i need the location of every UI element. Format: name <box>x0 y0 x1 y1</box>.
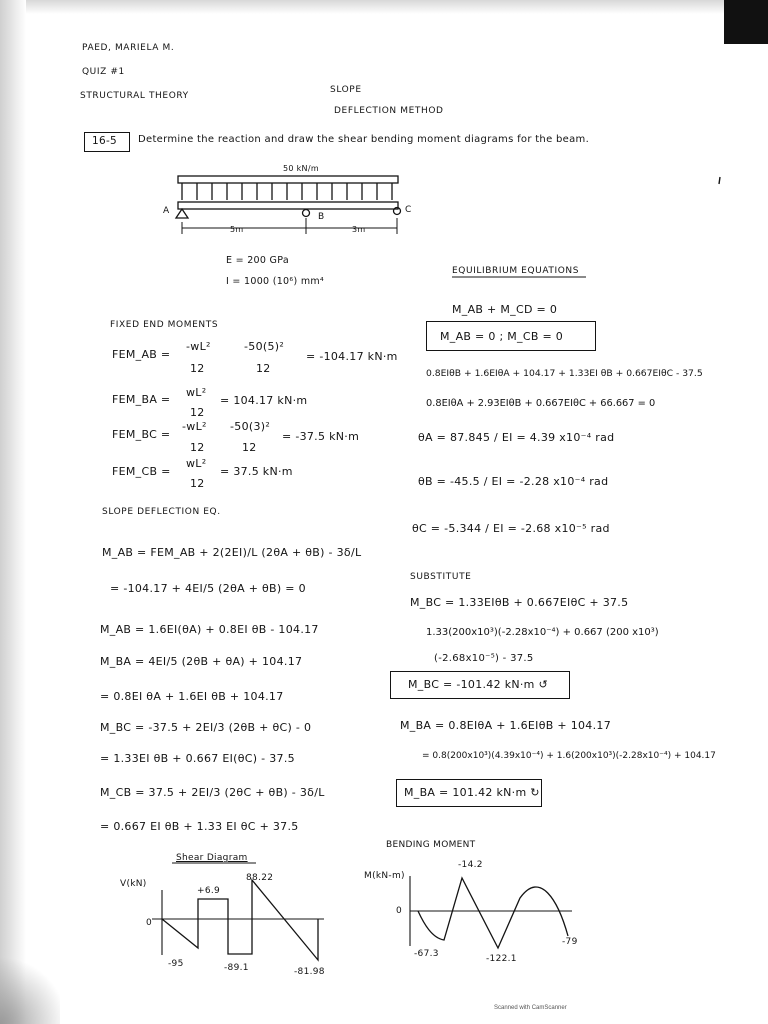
span-bc-label: 3m <box>352 225 366 234</box>
moment-label-peak: -14.2 <box>458 860 483 870</box>
substitute-2: 1.33(200x10³)(-2.28x10⁻⁴) + 0.667 (200 x10³) <box>426 627 659 638</box>
load-label: 50 kN/m <box>283 164 319 173</box>
mbc-result: M_BC = -101.42 kN·m ↺ <box>408 678 549 691</box>
quiz-number: QUIZ #1 <box>82 67 125 77</box>
method-title-2: DEFLECTION METHOD <box>334 106 444 116</box>
moment-label-a: -67.3 <box>414 949 439 959</box>
slope-eq-2: = -104.17 + 4EI/5 (2θA + θB) = 0 <box>110 582 306 595</box>
slope-eq-9: = 0.667 EI θB + 1.33 EI θC + 37.5 <box>100 820 299 833</box>
moment-title: BENDING MOMENT <box>386 840 476 850</box>
substitute-4: M_BA = 0.8EIθA + 1.6EIθB + 104.17 <box>400 719 611 732</box>
slope-eq-5: = 0.8EI θA + 1.6EI θB + 104.17 <box>100 690 284 703</box>
fem-cb-lhs: FEM_CB = <box>112 465 171 478</box>
fem-ba-result: = 104.17 kN·m <box>220 394 308 407</box>
moment-axis-label: M(kN-m) <box>364 871 405 881</box>
shear-curve <box>162 880 318 960</box>
scanner-watermark: Scanned with CamScanner <box>494 1005 567 1011</box>
shear-label-b-left: +6.9 <box>197 886 221 896</box>
student-name: PAED, MARIELA M. <box>82 43 175 53</box>
support-b <box>303 210 310 217</box>
support-a <box>176 209 188 218</box>
slope-eq-8: M_CB = 37.5 + 2EI/3 (2θC + θB) - 3δ/L <box>100 786 325 799</box>
fem-bc-lhs: FEM_BC = <box>112 428 171 441</box>
support-b-label: B <box>318 212 325 222</box>
support-c-label: C <box>405 205 412 215</box>
fem-bc-f1-num: -wL² <box>182 420 207 433</box>
mba-result: M_BA = 101.42 kN·m ↻ <box>404 786 540 799</box>
theta-a: θA = 87.845 / EI = 4.39 x10⁻⁴ rad <box>418 431 615 444</box>
problem-number: 16-5 <box>92 135 118 147</box>
shear-label-peak: 88.22 <box>246 873 274 883</box>
equilibrium-title: EQUILIBRIUM EQUATIONS <box>452 266 580 276</box>
shear-title: Shear Diagram <box>176 853 248 863</box>
substitute-5: = 0.8(200x10³)(4.39x10⁻⁴) + 1.6(200x10³)(-2.28x10⁻⁴) + 104.17 <box>422 751 716 761</box>
shear-label-c: -81.98 <box>294 967 325 977</box>
moment-of-inertia: I = 1000 (10⁶) mm⁴ <box>226 276 325 287</box>
elastic-modulus: E = 200 GPa <box>226 255 289 266</box>
fem-bc-f2-den: 12 <box>242 441 257 454</box>
moment-label-c: -79 <box>562 937 578 947</box>
substitute-3: (-2.68x10⁻⁵) - 37.5 <box>434 653 534 664</box>
fem-ab-result: = -104.17 kN·m <box>306 350 398 363</box>
fem-ba-f1-den: 12 <box>190 406 205 419</box>
moment-zero-label: 0 <box>396 906 403 916</box>
shear-label-b-right: -89.1 <box>224 963 249 973</box>
equilibrium-3: 0.8EIθA + 2.93EIθB + 0.667EIθC + 66.667 = 0 <box>426 398 656 409</box>
fem-ba-lhs: FEM_BA = <box>112 393 171 406</box>
beam-member <box>178 202 398 209</box>
slope-eq-6: M_BC = -37.5 + 2EI/3 (2θB + θC) - 0 <box>100 721 312 734</box>
shear-zero-label: 0 <box>146 918 153 928</box>
theta-b: θB = -45.5 / EI = -2.28 x10⁻⁴ rad <box>418 475 609 488</box>
substitute-title: SUBSTITUTE <box>410 572 472 582</box>
theta-c: θC = -5.344 / EI = -2.68 x10⁻⁵ rad <box>412 522 610 535</box>
fem-ab-f1-den: 12 <box>190 362 205 375</box>
slope-eq-1: M_AB = FEM_AB + 2(2EI)/L (2θA + θB) - 3δ/L <box>102 546 362 559</box>
method-title-1: SLOPE <box>330 85 362 95</box>
slope-eq-4: M_BA = 4EI/5 (2θB + θA) + 104.17 <box>100 655 303 668</box>
fem-ab-f2-den: 12 <box>256 362 271 375</box>
moment-curve <box>418 878 568 948</box>
moment-label-b: -122.1 <box>486 954 517 964</box>
slope-eq-7: = 1.33EI θB + 0.667 EI(θC) - 37.5 <box>100 752 295 765</box>
span-ab-label: 5m <box>230 225 244 234</box>
fem-cb-f1-num: wL² <box>186 457 207 470</box>
equilibrium-2: 0.8EIθB + 1.6EIθA + 104.17 + 1.33EI θB + 0.667EIθC - 37.5 <box>426 368 703 379</box>
slope-eq-3: M_AB = 1.6EI(θA) + 0.8EI θB - 104.17 <box>100 623 319 636</box>
equilibrium-boxed: M_AB = 0 ; M_CB = 0 <box>440 330 564 343</box>
course-title: STRUCTURAL THEORY <box>80 91 189 101</box>
fem-ab-f1-num: -wL² <box>186 340 211 353</box>
support-a-label: A <box>163 206 170 216</box>
shear-axis-label: V(kN) <box>120 879 147 889</box>
fem-ab-lhs: FEM_AB = <box>112 348 171 361</box>
shear-label-a: -95 <box>168 959 184 969</box>
fem-bc-result: = -37.5 kN·m <box>282 430 360 443</box>
problem-statement: Determine the reaction and draw the shear bending moment diagrams for the beam. <box>138 134 590 145</box>
fem-ba-f1-num: wL² <box>186 386 207 399</box>
fem-ab-f2-num: -50(5)² <box>244 340 285 353</box>
shear-diagram <box>152 880 324 960</box>
fem-title: FIXED END MOMENTS <box>110 320 219 330</box>
fem-cb-f1-den: 12 <box>190 477 205 490</box>
fem-bc-f1-den: 12 <box>190 441 205 454</box>
moment-diagram <box>410 876 572 948</box>
equilibrium-1: M_AB + M_CD = 0 <box>452 303 558 316</box>
load-block <box>178 176 398 183</box>
slope-eq-title: SLOPE DEFLECTION EQ. <box>102 507 221 517</box>
substitute-1: M_BC = 1.33EIθB + 0.667EIθC + 37.5 <box>410 596 629 609</box>
fem-cb-result: = 37.5 kN·m <box>220 465 293 478</box>
fem-bc-f2-num: -50(3)² <box>230 420 271 433</box>
load-arrows <box>182 183 392 200</box>
